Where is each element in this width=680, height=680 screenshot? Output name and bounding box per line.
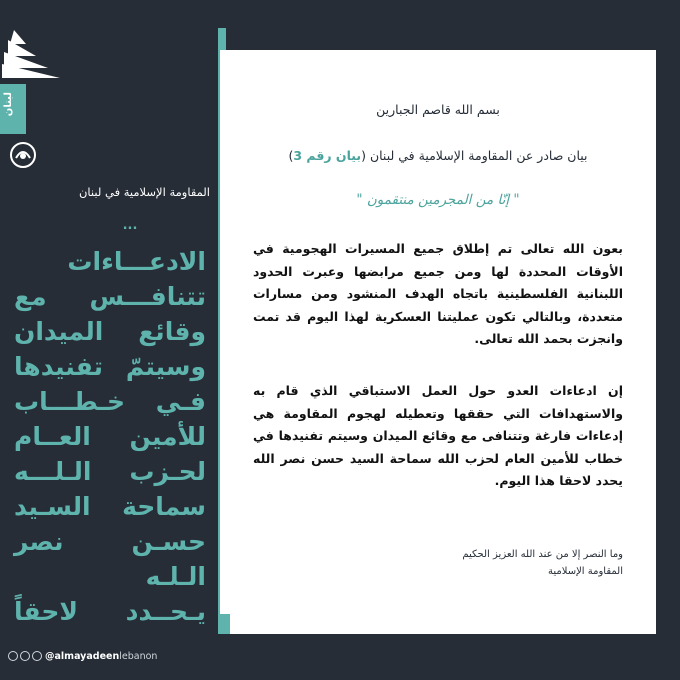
statement-title — [220, 148, 656, 163]
sidebar-quote — [14, 244, 206, 629]
statement-number: بيان رقم 3 — [293, 148, 362, 163]
quote-line: وقائع الميدان — [14, 317, 206, 346]
quote-line: وسيتمّ تفنيدها — [14, 352, 206, 381]
closing — [253, 546, 623, 580]
quote-line: لحـزب الـلـــه — [14, 457, 206, 486]
sidebar — [0, 0, 218, 680]
social-icons — [8, 650, 42, 662]
quote-line: تتنافـــس مع — [14, 282, 206, 311]
paragraph-2: إن ادعاءات العدو حول العمل الاستباقي الذي قام به والاستهدافات التي حققها وتعطيله لهجوم المقاومة هي إدعاءات فارغة وتتنافى مع وقائع الميدان وسيتم تفنيدها في خطاب للأمين العام لحزب الله سماحة السيد حسن نصر الله يحدد لاحقا هذا اليوم. — [253, 383, 623, 488]
brand-tab-label: لبنان — [3, 92, 14, 117]
handle-at: @almayadeen — [45, 650, 120, 662]
sidebar-title: المقاومة الإسلامية في لبنان — [78, 185, 210, 199]
quranic-verse: " إنّا من المجرمين منتقمون " — [356, 192, 520, 208]
basmala: بسم الله قاصم الجبارين — [376, 102, 500, 117]
quote-line: سماحة السـيد — [14, 492, 206, 521]
quote-line: فـي خـطـــاب — [14, 387, 206, 416]
quote-line: للأمين العــام — [14, 422, 206, 451]
title-prefix: بيان صادر عن المقاومة الإسلامية في لبنان ( — [361, 148, 588, 163]
title-suffix: ) — [288, 148, 294, 163]
card-corner-accent — [218, 614, 230, 634]
channel-logo-icon — [8, 140, 38, 170]
social-handle — [8, 648, 157, 664]
closing-line-2: المقاومة الإسلامية — [548, 566, 623, 577]
paragraph-1: بعون الله تعالى تم إطلاق جميع المسيرات الهجومية في الأوقات المحددة لها ومن جميع مرابضها وعبرت الحدود اللبنانية الفلسطينية باتجاه الهدف المنشود ومن مسارات متعددة، وبالتالي تكون عمليتنا العسكرية لهذا اليوم قد تمت وانجزت بحمد الله تعالى. — [253, 241, 623, 346]
statement-card — [220, 50, 656, 634]
sidebar-dots: ... — [122, 218, 138, 233]
quote-line: يـحــدد لاحقاً — [14, 597, 206, 626]
closing-line-1: وما النصر إلا من عند الله العزيز الحكيم — [462, 549, 623, 560]
quote-line: الادعـــاءات — [67, 247, 206, 276]
quote-line: حسـن نصر الـلـه — [14, 527, 206, 591]
handle-suffix: lebanon — [119, 650, 158, 662]
